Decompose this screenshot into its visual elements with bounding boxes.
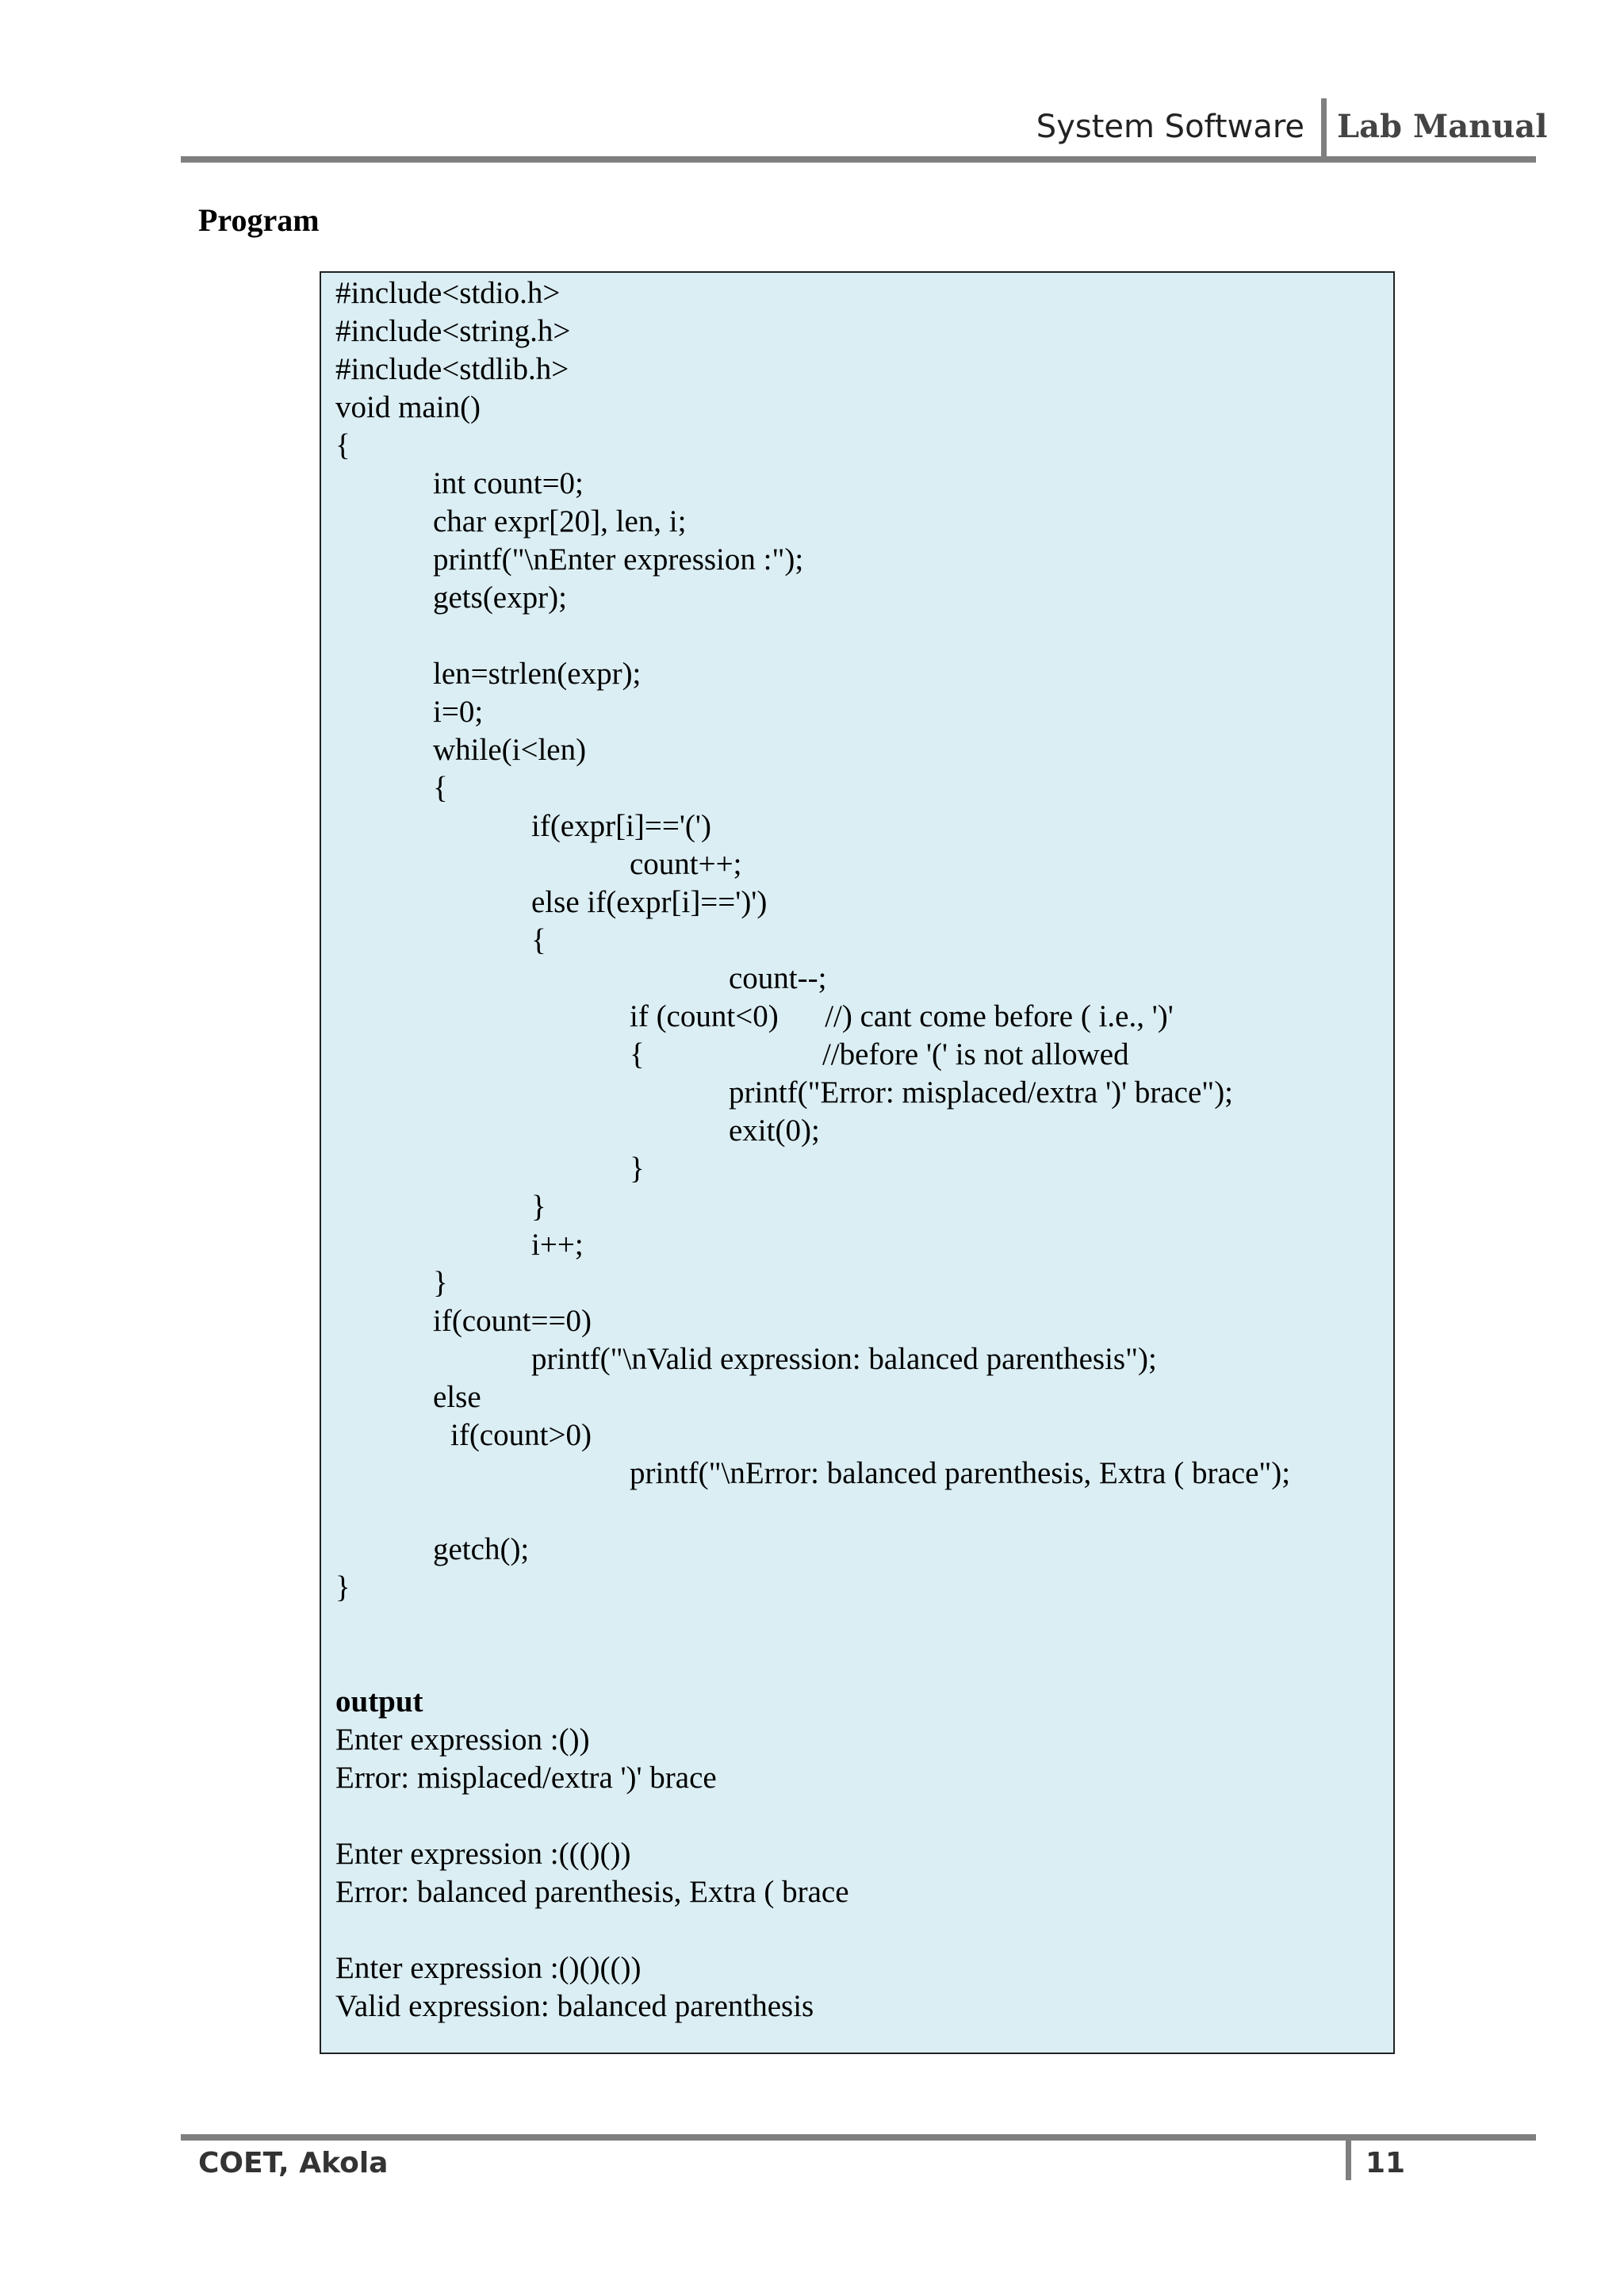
output-line: Error: balanced parenthesis, Extra ( brace	[335, 1875, 849, 1909]
code-line: {	[531, 923, 546, 957]
code-line: printf("\nValid expression: balanced parenthesis");	[531, 1342, 1157, 1376]
code-line: {	[335, 428, 350, 462]
code-line: i++;	[531, 1228, 584, 1262]
code-line: while(i<len)	[433, 733, 587, 767]
code-line: int count=0;	[433, 466, 584, 500]
code-line: getch();	[433, 1532, 530, 1566]
code-line: count--;	[729, 961, 827, 995]
code-line: else	[433, 1380, 481, 1414]
code-line: printf("\nEnter expression :");	[433, 542, 804, 577]
code-line: if(count>0)	[450, 1418, 592, 1452]
code-line: }	[433, 1266, 448, 1300]
code-line: printf("Error: misplaced/extra ')' brace");	[729, 1075, 1234, 1110]
output-line: Enter expression :())	[335, 1723, 590, 1757]
code-listing-box	[320, 271, 1395, 2054]
code-line: { //before '(' is not allowed	[630, 1037, 1129, 1071]
header-divider	[1321, 98, 1327, 162]
footer-rule	[181, 2134, 1536, 2141]
code-line: }	[531, 1190, 546, 1224]
code-line: #include<string.h>	[335, 314, 571, 348]
section-title: Program	[198, 202, 320, 238]
code-line: void main()	[335, 390, 481, 424]
header-rule	[181, 156, 1536, 163]
output-line: Enter expression :((()())	[335, 1837, 631, 1871]
code-line: if(expr[i]=='(')	[531, 809, 711, 843]
code-line: if(count==0)	[433, 1304, 592, 1338]
code-line: else if(expr[i]==')')	[531, 885, 768, 919]
output-line: Enter expression :()()(())	[335, 1951, 642, 1985]
code-line: exit(0);	[729, 1114, 820, 1148]
code-line: #include<stdlib.h>	[335, 352, 569, 386]
code-line: }	[335, 1570, 350, 1604]
output-line: Valid expression: balanced parenthesis	[335, 1989, 814, 2023]
page-number: 11	[1365, 2147, 1406, 2179]
code-line: len=strlen(expr);	[433, 657, 642, 691]
code-line: {	[433, 771, 448, 805]
code-line: char expr[20], len, i;	[433, 504, 687, 539]
code-line: gets(expr);	[433, 581, 567, 615]
footer-divider	[1346, 2134, 1351, 2180]
code-line: #include<stdio.h>	[335, 276, 561, 310]
code-line: i=0;	[433, 695, 484, 729]
header-subject: System Software	[1036, 109, 1304, 145]
code-line: printf("\nError: balanced parenthesis, Extra ( brace");	[630, 1456, 1291, 1490]
code-line: if (count<0) //) cant come before ( i.e., ')'	[630, 999, 1174, 1033]
header-manual-title: Lab Manual	[1337, 108, 1548, 145]
footer-institution: COET, Akola	[198, 2147, 389, 2179]
code-line: }	[630, 1152, 645, 1186]
output-line: Error: misplaced/extra ')' brace	[335, 1761, 717, 1795]
output-title: output	[335, 1685, 423, 1719]
code-line: count++;	[630, 847, 742, 881]
